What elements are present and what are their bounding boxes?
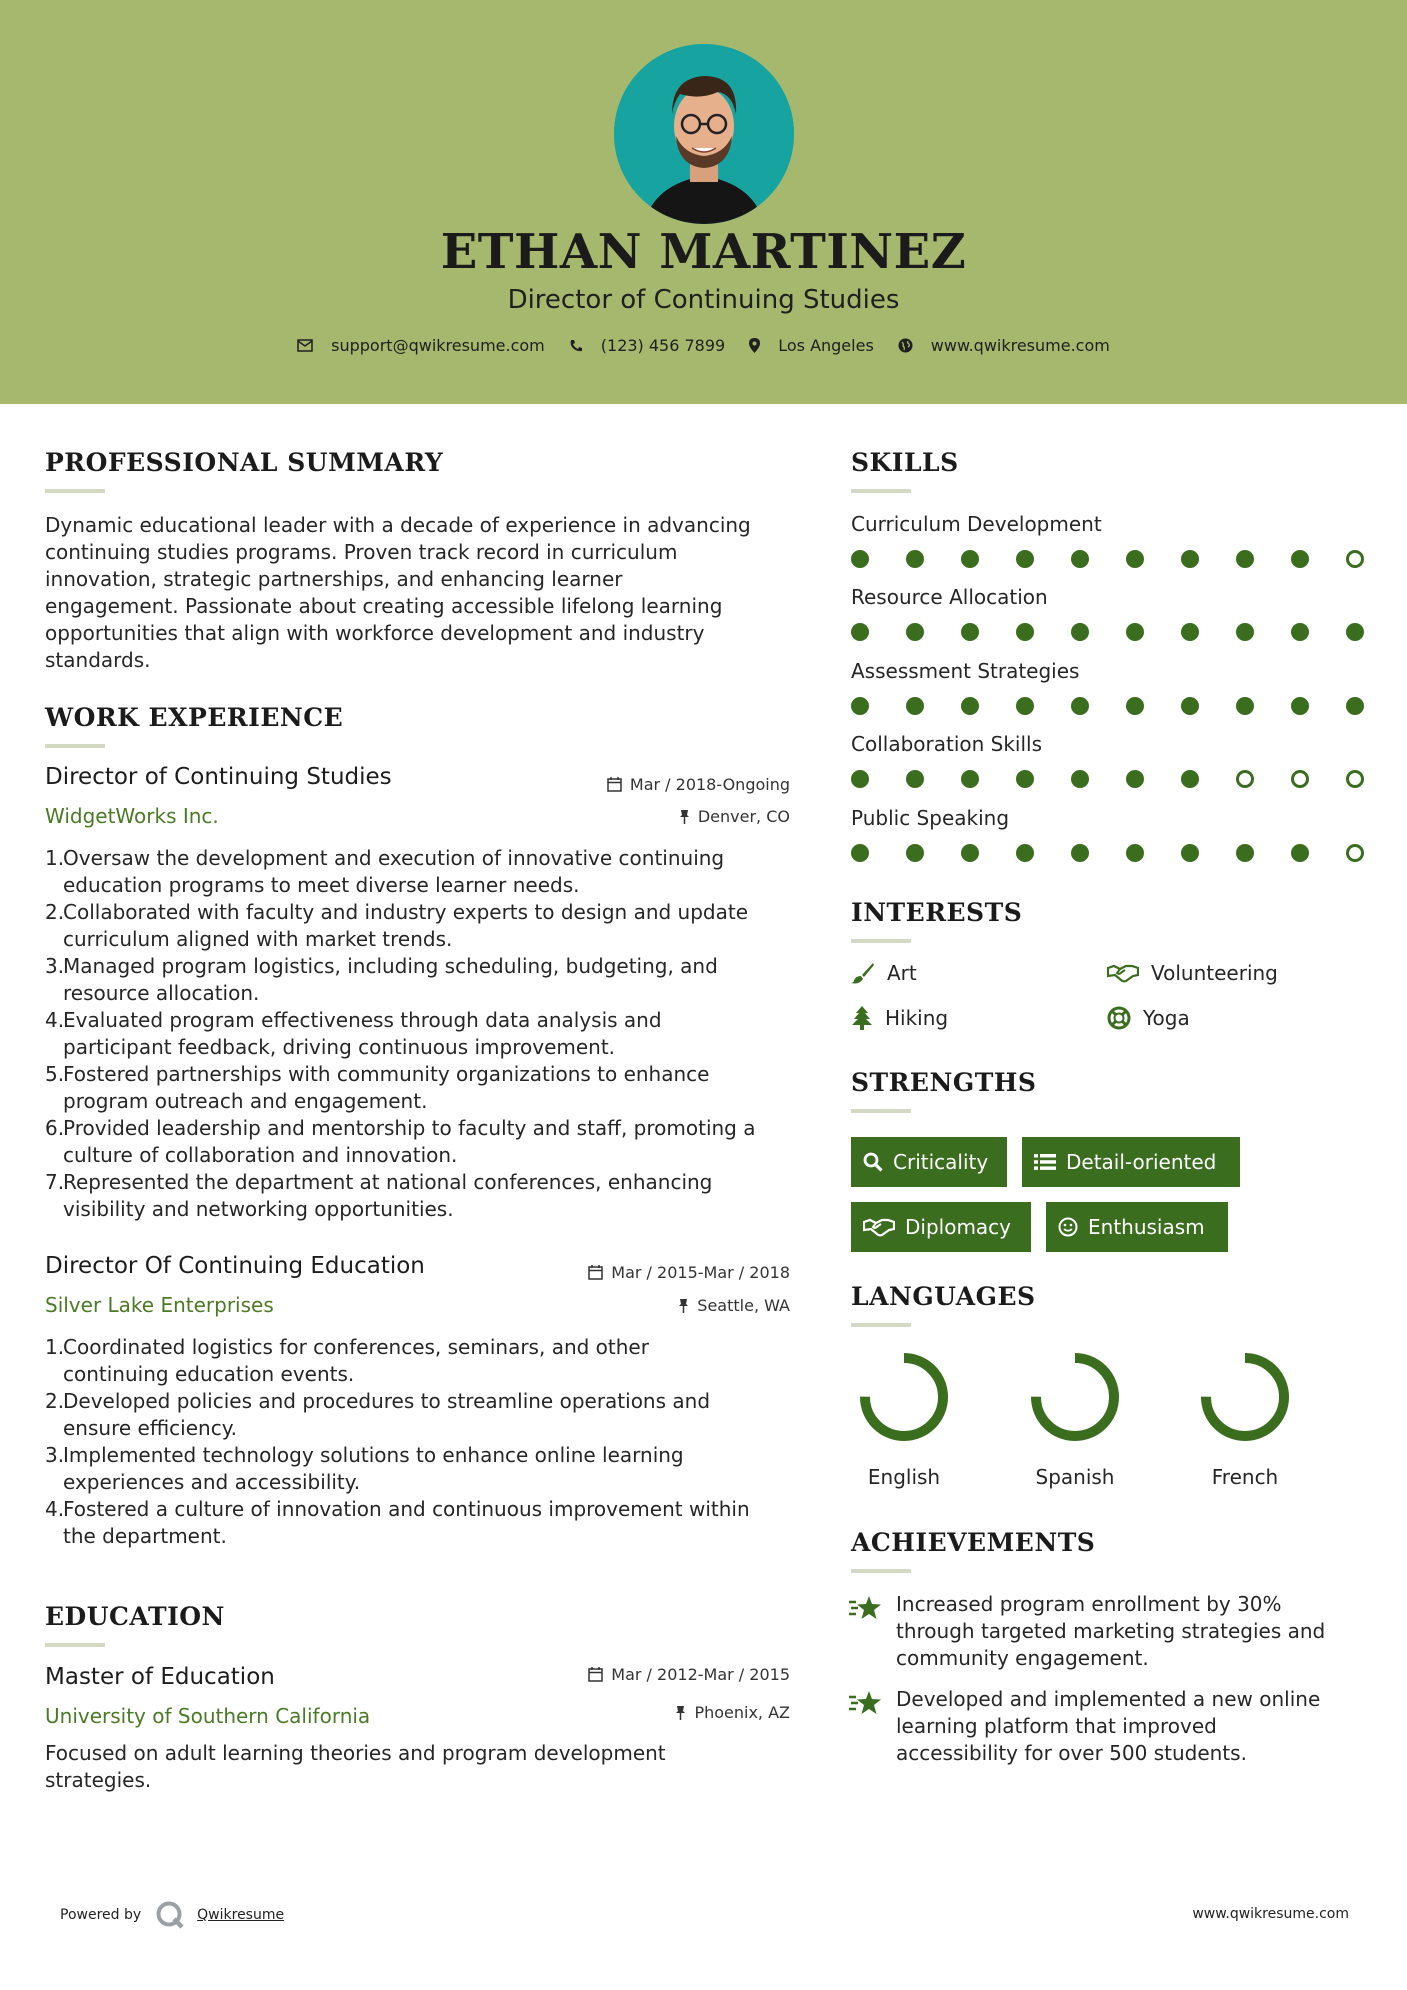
smile-icon: [1058, 1217, 1078, 1237]
dates-text: Mar / 2018-Ongoing: [629, 775, 790, 794]
job-location: [678, 1296, 790, 1315]
summary-line: Dynamic educational leader with a decade of experience in advancing: [45, 513, 751, 537]
rating-dot-empty: [1346, 770, 1364, 788]
duty-item: 3. Managed program logistics, including scheduling, budgeting, and resource allocation.: [45, 954, 718, 1005]
interest-volunteering: [1107, 961, 1278, 985]
skills-title: SKILLS: [851, 448, 959, 477]
avatar: [614, 44, 794, 224]
strength-label: Enthusiasm: [1088, 1215, 1205, 1239]
phone-text: (123) 456 7899: [600, 336, 726, 355]
rating-dot-filled: [906, 770, 924, 788]
pushpin-icon: [679, 809, 690, 824]
footer-url[interactable]: www.qwikresume.com: [1192, 1906, 1349, 1922]
interest-art: [851, 961, 917, 985]
interest-label: Yoga: [1143, 1006, 1190, 1030]
contact-location: [749, 336, 874, 355]
phone-icon: [569, 339, 583, 353]
location-text: Denver, CO: [697, 807, 790, 826]
language-level-arc: [1036, 1358, 1114, 1436]
contact-row: [0, 336, 1407, 355]
language-label: English: [867, 1465, 941, 1489]
section-underline: [851, 1323, 911, 1327]
strengths-title: STRENGTHS: [851, 1068, 1037, 1097]
languages-title: LANGUAGES: [851, 1282, 1036, 1311]
powered-by-text: Powered by: [60, 1907, 142, 1923]
pushpin-icon: [678, 1298, 689, 1313]
summary-line: opportunities that align with workforce development and industry: [45, 621, 705, 645]
section-underline: [45, 489, 105, 493]
interest-label: Hiking: [885, 1006, 949, 1030]
section-underline: [851, 1109, 911, 1113]
duty-item: 3. Implemented technology solutions to enhance online learning experiences and accessibility.: [45, 1443, 684, 1494]
brand-link[interactable]: Qwikresume: [197, 1907, 285, 1923]
summary-line: innovation, strategic partnerships, and enhancing learner: [45, 567, 623, 591]
interest-hiking: [851, 1006, 948, 1030]
education-location: [675, 1703, 790, 1722]
summary-line: continuing studies programs. Proven track record in curriculum: [45, 540, 678, 564]
rating-dot-filled: [1126, 697, 1144, 715]
section-underline: [45, 1643, 105, 1647]
skill-label: Public Speaking: [851, 806, 1010, 830]
language-level-ring: [1030, 1352, 1120, 1442]
achievement-line: community engagement.: [896, 1646, 1149, 1670]
rating-dot-filled: [1236, 623, 1254, 641]
achievement-line: Developed and implemented a new online: [896, 1687, 1321, 1711]
education-description: [45, 1740, 805, 1794]
rating-dot-filled: [1346, 697, 1364, 715]
language-level-arc: [1206, 1358, 1284, 1436]
lifebuoy-icon: [1107, 1006, 1131, 1030]
rating-dot-filled: [906, 697, 924, 715]
qwikresume-logo-icon: [155, 1900, 185, 1930]
dates-text: Mar / 2015-Mar / 2018: [611, 1263, 790, 1282]
rating-dot-filled: [1016, 697, 1034, 715]
skill-rating: [851, 623, 1401, 641]
rating-dot-filled: [1071, 623, 1089, 641]
rating-dot-filled: [1291, 550, 1309, 568]
rating-dot-filled: [1126, 844, 1144, 862]
paintbrush-icon: [851, 962, 875, 984]
strength-badge: [1046, 1202, 1228, 1252]
rating-dot-filled: [1181, 697, 1199, 715]
school-name: University of Southern California: [45, 1704, 371, 1728]
strength-badge: [851, 1137, 1007, 1187]
envelope-icon: [297, 339, 313, 352]
rating-dot-filled: [1181, 844, 1199, 862]
tree-icon: [851, 1006, 873, 1030]
skill-rating: [851, 770, 1401, 788]
rating-dot-filled: [961, 697, 979, 715]
interests-title: INTERESTS: [851, 898, 1023, 927]
achievement-line: Increased program enrollment by 30%: [896, 1592, 1282, 1616]
contact-website[interactable]: [898, 336, 1110, 355]
duty-item: 4. Fostered a culture of innovation and continuous improvement within the department.: [45, 1497, 750, 1548]
rating-dot-filled: [906, 550, 924, 568]
location-text: Seattle, WA: [697, 1296, 790, 1315]
rating-dot-filled: [1346, 623, 1364, 641]
rating-dot-filled: [1236, 550, 1254, 568]
section-underline: [851, 489, 911, 493]
rating-dot-empty: [1346, 844, 1364, 862]
footer-powered-by: [60, 1900, 284, 1930]
handshake-icon: [1107, 963, 1139, 983]
achievement-line: learning platform that improved: [896, 1714, 1217, 1738]
skill-rating: [851, 844, 1401, 862]
rating-dot-filled: [1181, 550, 1199, 568]
location-text: Los Angeles: [778, 336, 874, 355]
rating-dot-filled: [961, 770, 979, 788]
skill-label: Resource Allocation: [851, 585, 1048, 609]
rating-dot-filled: [1291, 844, 1309, 862]
achievement-line: through targeted marketing strategies and: [896, 1619, 1326, 1643]
skill-label: Curriculum Development: [851, 512, 1102, 536]
rating-dot-filled: [906, 844, 924, 862]
duty-item: 7. Represented the department at national conferences, enhancing visibility and networking opportunities.: [45, 1170, 713, 1221]
rating-dot-filled: [851, 770, 869, 788]
degree-title: Master of Education: [45, 1664, 275, 1690]
rating-dot-empty: [1346, 550, 1364, 568]
language-label: Spanish: [1035, 1465, 1115, 1489]
profile-photo: [614, 44, 794, 224]
education-dates: [588, 1665, 790, 1684]
rating-dot-filled: [1126, 550, 1144, 568]
language-label: French: [1211, 1465, 1279, 1489]
strength-label: Detail-oriented: [1066, 1150, 1217, 1174]
skill-label: Assessment Strategies: [851, 659, 1080, 683]
rating-dot-filled: [851, 550, 869, 568]
search-icon: [863, 1152, 883, 1172]
company-name: Silver Lake Enterprises: [45, 1293, 274, 1317]
achievements-title: ACHIEVEMENTS: [851, 1528, 1096, 1557]
rating-dot-filled: [1236, 697, 1254, 715]
rating-dot-filled: [1016, 770, 1034, 788]
contact-email[interactable]: [297, 336, 545, 355]
rating-dot-filled: [851, 844, 869, 862]
calendar-icon: [588, 1667, 603, 1682]
education-line: Focused on adult learning theories and program development: [45, 1741, 666, 1765]
achievement-item: [896, 1686, 1366, 1767]
interest-label: Volunteering: [1151, 961, 1278, 985]
calendar-icon: [588, 1265, 603, 1280]
rating-dot-filled: [1016, 550, 1034, 568]
website-text: www.qwikresume.com: [930, 336, 1110, 355]
rating-dot-filled: [1016, 844, 1034, 862]
list-icon: [1034, 1153, 1056, 1171]
rating-dot-filled: [1236, 844, 1254, 862]
duty-item: 5. Fostered partnerships with community organizations to enhance program outreach and engagement.: [45, 1062, 710, 1113]
section-underline: [851, 1569, 911, 1573]
rating-dot-filled: [1071, 770, 1089, 788]
rating-dot-filled: [1126, 770, 1144, 788]
job-location: [679, 807, 790, 826]
calendar-icon: [607, 777, 622, 792]
rating-dot-filled: [1291, 697, 1309, 715]
pushpin-icon: [675, 1705, 686, 1720]
rating-dot-filled: [1071, 550, 1089, 568]
duty-item: 2. Developed policies and procedures to streamline operations and ensure efficiency.: [45, 1389, 711, 1440]
rating-dot-empty: [1236, 770, 1254, 788]
job-title: Director of Continuing Studies: [45, 764, 392, 790]
header: [0, 0, 1407, 404]
language-level-ring: [1200, 1352, 1290, 1442]
education-title: EDUCATION: [45, 1602, 225, 1631]
duty-item: 6. Provided leadership and mentorship to faculty and staff, promoting a culture of collaboration and innovation.: [45, 1116, 756, 1167]
language-level-ring: [859, 1352, 949, 1442]
strength-badge: [1022, 1137, 1240, 1187]
skill-rating: [851, 697, 1401, 715]
job-duties: [45, 1334, 805, 1550]
summary-line: standards.: [45, 648, 151, 672]
achievement-line: accessibility for over 500 students.: [896, 1741, 1247, 1765]
rating-dot-filled: [1016, 623, 1034, 641]
summary-text: [45, 512, 805, 674]
award-star-icon: [849, 1689, 883, 1719]
summary-title: PROFESSIONAL SUMMARY: [45, 448, 444, 477]
rating-dot-filled: [1181, 623, 1199, 641]
rating-dot-filled: [906, 623, 924, 641]
map-pin-icon: [749, 338, 760, 353]
rating-dot-filled: [961, 550, 979, 568]
duty-item: 1. Oversaw the development and execution of innovative continuing education programs to meet diverse learner needs.: [45, 846, 725, 897]
email-text: support@qwikresume.com: [331, 336, 545, 355]
rating-dot-filled: [851, 697, 869, 715]
rating-dot-filled: [961, 623, 979, 641]
award-star-icon: [849, 1594, 883, 1624]
language-level-arc: [865, 1358, 943, 1436]
candidate-role: Director of Continuing Studies: [507, 285, 900, 315]
duty-item: 4. Evaluated program effectiveness through data analysis and participant feedback, driving continuous improvement.: [45, 1008, 662, 1059]
handshake-icon: [863, 1217, 895, 1237]
interest-label: Art: [887, 961, 917, 985]
skill-rating: [851, 550, 1401, 568]
location-text: Phoenix, AZ: [694, 1703, 790, 1722]
globe-icon: [898, 338, 913, 353]
strength-label: Diplomacy: [905, 1215, 1012, 1239]
contact-phone[interactable]: [569, 336, 725, 355]
rating-dot-filled: [961, 844, 979, 862]
job-title: Director Of Continuing Education: [45, 1253, 425, 1279]
dates-text: Mar / 2012-Mar / 2015: [611, 1665, 790, 1684]
rating-dot-empty: [1291, 770, 1309, 788]
summary-line: engagement. Passionate about creating accessible lifelong learning: [45, 594, 723, 618]
experience-title: WORK EXPERIENCE: [45, 703, 344, 732]
rating-dot-filled: [1071, 697, 1089, 715]
strength-badge: [851, 1202, 1031, 1252]
achievement-item: [896, 1591, 1366, 1672]
candidate-name: ETHAN MARTINEZ: [440, 224, 967, 280]
rating-dot-filled: [851, 623, 869, 641]
education-line: strategies.: [45, 1768, 152, 1792]
job-duties: [45, 845, 805, 1223]
rating-dot-filled: [1126, 623, 1144, 641]
duty-item: 1. Coordinated logistics for conferences, seminars, and other continuing education events.: [45, 1335, 649, 1386]
interest-yoga: [1107, 1006, 1190, 1030]
section-underline: [851, 939, 911, 943]
job-dates: [607, 775, 790, 794]
rating-dot-filled: [1071, 844, 1089, 862]
job-dates: [588, 1263, 790, 1282]
company-name: WidgetWorks Inc.: [45, 804, 219, 828]
skill-label: Collaboration Skills: [851, 732, 1043, 756]
duty-item: 2. Collaborated with faculty and industry experts to design and update curriculum aligned with market trends.: [45, 900, 749, 951]
section-underline: [45, 744, 105, 748]
rating-dot-filled: [1291, 623, 1309, 641]
strength-label: Criticality: [893, 1150, 989, 1174]
rating-dot-filled: [1181, 770, 1199, 788]
